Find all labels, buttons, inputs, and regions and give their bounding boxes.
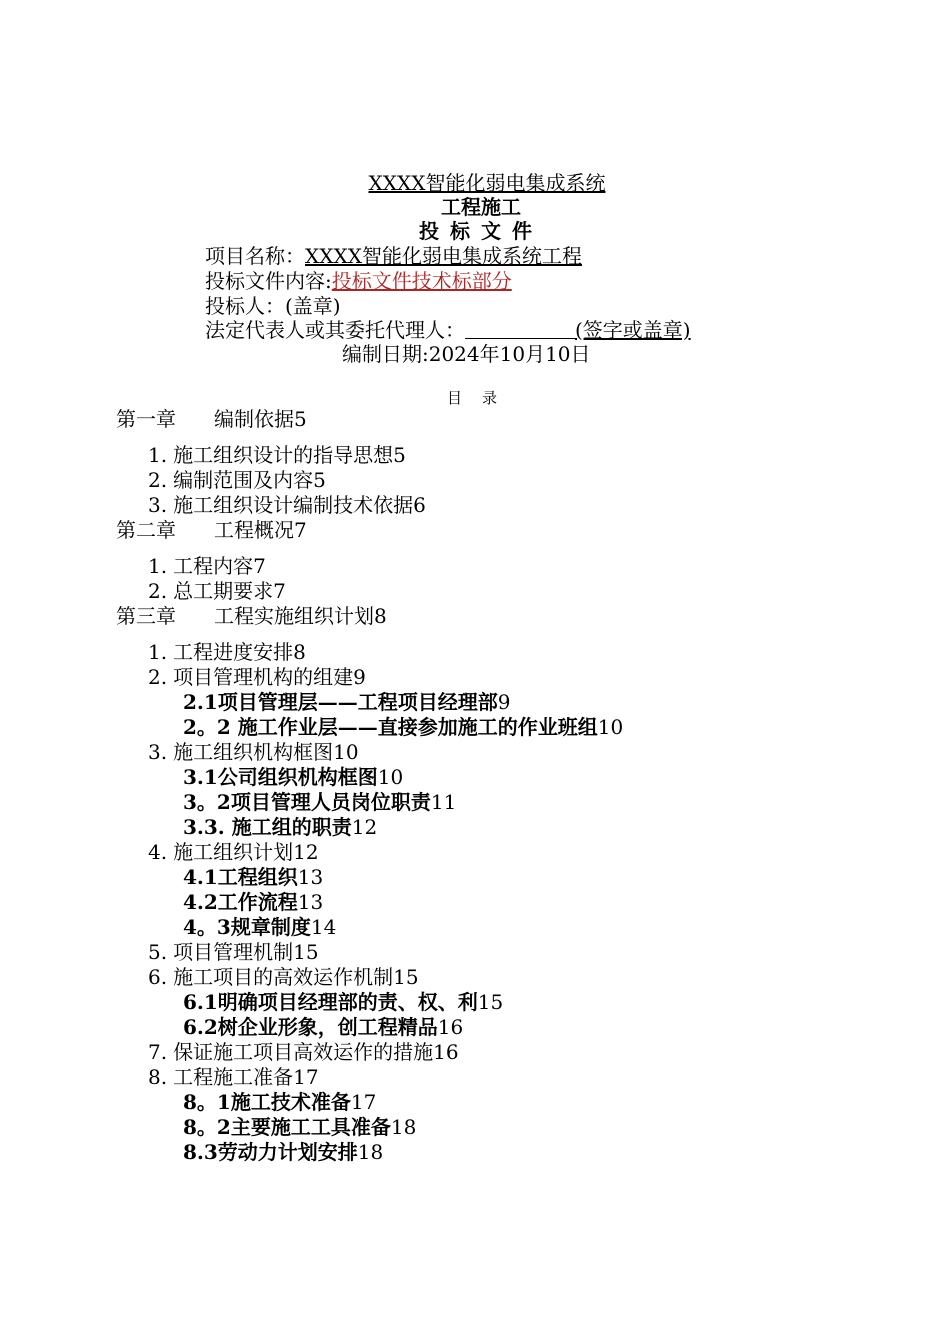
- toc-entry-page: 13: [297, 865, 324, 889]
- toc-entry-page: 10: [597, 715, 624, 739]
- toc-entry-text: 工程施工准备: [173, 1065, 294, 1089]
- toc-entry[interactable]: [183, 714, 623, 740]
- toc-entry-text: 8。2主要施工工具准备: [183, 1115, 391, 1139]
- toc-entry-text: 施工组织设计的指导思想: [173, 443, 394, 467]
- toc-entry-text: 施工组织设计编制技术依据: [173, 493, 414, 517]
- toc-entry-text: 工程内容: [173, 554, 254, 578]
- toc-entry[interactable]: [148, 639, 306, 665]
- toc-entry[interactable]: [148, 839, 319, 865]
- toc-entry-page: 10: [333, 740, 359, 764]
- toc-entry-page: 7: [273, 579, 286, 603]
- toc-entry-text: 编制依据: [214, 407, 294, 431]
- toc-entry-text: 工程实施组织计划: [214, 604, 374, 628]
- toc-entry-page: 5: [393, 443, 406, 467]
- toc-entry[interactable]: [183, 814, 377, 840]
- toc-entry[interactable]: [148, 578, 286, 604]
- toc-entry-page: 8: [293, 640, 306, 664]
- toc-entry[interactable]: [148, 492, 426, 518]
- toc-entry-text: 工程概况: [214, 518, 294, 542]
- toc-entry-number: 第二章: [116, 518, 176, 542]
- toc-entry-text: 工程进度安排: [173, 640, 294, 664]
- toc-entry[interactable]: [148, 939, 319, 965]
- bidder-line: 投标人：(盖章): [205, 294, 341, 318]
- signature-blank: [465, 320, 575, 339]
- toc-entry-page: 16: [433, 1040, 459, 1064]
- toc-entry-number: 3.: [148, 740, 168, 764]
- toc-entry[interactable]: [183, 989, 503, 1015]
- toc-entry-number: 8.: [148, 1065, 168, 1089]
- compile-date: 编制日期:2024年10月10日: [342, 342, 591, 366]
- toc-entry-number: 2.: [148, 579, 168, 603]
- toc-entry-page: 7: [294, 518, 307, 542]
- toc-entry-page: 18: [390, 1115, 417, 1139]
- toc-entry-text: 项目管理机制: [173, 940, 294, 964]
- project-name-line: [205, 243, 582, 269]
- toc-entry-text: 4.1工程组织: [183, 865, 298, 889]
- toc-entry[interactable]: [183, 1139, 383, 1165]
- toc-entry-page: 18: [357, 1140, 384, 1164]
- toc-entry[interactable]: [148, 964, 419, 990]
- toc-entry-text: 施工项目的高效运作机制: [173, 965, 394, 989]
- toc-entry-number: 4.: [148, 840, 168, 864]
- toc-entry[interactable]: [183, 1114, 416, 1140]
- cover-title-line2: 工程施工: [441, 195, 521, 219]
- toc-entry[interactable]: [183, 764, 403, 790]
- toc-entry[interactable]: [183, 1089, 376, 1115]
- toc-entry[interactable]: [148, 1039, 459, 1065]
- toc-entry-page: 8: [374, 604, 387, 628]
- toc-entry-text: 6.1明确项目经理部的责、权、利: [183, 990, 478, 1014]
- project-name-value: XXXX智能化弱电集成系统工程: [305, 244, 582, 268]
- toc-entry-page: 16: [437, 1015, 464, 1039]
- toc-entry-page: 7: [253, 554, 266, 578]
- toc-entry-number: 6.: [148, 965, 168, 989]
- toc-entry-text: 编制范围及内容: [173, 468, 314, 492]
- toc-entry[interactable]: [183, 889, 323, 915]
- toc-entry-number: 2.: [148, 665, 168, 689]
- toc-entry-number: 1.: [148, 554, 168, 578]
- toc-entry[interactable]: [148, 739, 359, 765]
- toc-entry-page: 12: [293, 840, 319, 864]
- toc-entry-page: 14: [310, 915, 337, 939]
- toc-entry-text: 4。3规章制度: [183, 915, 311, 939]
- toc-entry-page: 10: [377, 765, 404, 789]
- toc-entry-text: 施工组织机构框图: [173, 740, 334, 764]
- toc-title: 目录: [446, 389, 517, 407]
- toc-entry-page: 13: [297, 890, 324, 914]
- toc-entry[interactable]: [183, 1014, 463, 1040]
- toc-entry-text: 3。2项目管理人员岗位职责: [183, 790, 431, 814]
- toc-entry-page: 11: [430, 790, 457, 814]
- toc-entry-number: 2.: [148, 468, 168, 492]
- toc-entry-number: 第一章: [116, 407, 176, 431]
- toc-entry-number: 5.: [148, 940, 168, 964]
- toc-entry-number: 1.: [148, 640, 168, 664]
- toc-entry-text: 保证施工项目高效运作的措施: [173, 1040, 434, 1064]
- toc-entry-page: 12: [351, 815, 378, 839]
- toc-entry[interactable]: [148, 442, 406, 468]
- toc-entry[interactable]: [183, 864, 323, 890]
- toc-entry-page: 15: [293, 940, 319, 964]
- bid-content-line: [205, 268, 512, 294]
- toc-entry-text: 4.2工作流程: [183, 890, 298, 914]
- toc-entry[interactable]: [116, 517, 307, 543]
- toc-entry-text: 6.2树企业形象，创工程精品: [183, 1015, 438, 1039]
- toc-entry-text: 2.1项目管理层——工程项目经理部: [183, 690, 498, 714]
- cover-title-line1: XXXX智能化弱电集成系统: [368, 171, 606, 195]
- toc-entry-page: 6: [413, 493, 426, 517]
- toc-entry-number: 1.: [148, 443, 168, 467]
- toc-entry-number: 7.: [148, 1040, 168, 1064]
- representative-label: 法定代表人或其委托代理人：: [205, 318, 465, 342]
- toc-entry[interactable]: [148, 664, 366, 690]
- toc-entry-text: 3.3. 施工组的职责: [183, 815, 352, 839]
- representative-line: [205, 317, 691, 343]
- toc-entry-text: 3.1公司组织机构框图: [183, 765, 378, 789]
- toc-entry-text: 2。2 施工作业层——直接参加施工的作业班组: [183, 715, 598, 739]
- bid-content-label: 投标文件内容:: [205, 269, 332, 293]
- toc-entry[interactable]: [183, 789, 456, 815]
- cover-title-line3: 投标文件: [419, 219, 543, 243]
- toc-entry[interactable]: [116, 603, 387, 629]
- toc-entry[interactable]: [183, 914, 336, 940]
- toc-entry-page: 9: [497, 690, 511, 714]
- toc-entry-number: 3.: [148, 493, 168, 517]
- toc-entry-number: 第三章: [116, 604, 176, 628]
- bid-content-value: 投标文件技术标部分: [331, 269, 512, 293]
- toc-entry-text: 8。1施工技术准备: [183, 1090, 351, 1114]
- toc-entry-text: 总工期要求: [173, 579, 274, 603]
- project-name-label: 项目名称：: [205, 244, 305, 268]
- toc-entry-page: 5: [294, 407, 307, 431]
- toc-entry-page: 15: [393, 965, 419, 989]
- toc-entry-text: 施工组织计划: [173, 840, 294, 864]
- toc-entry-page: 15: [477, 990, 504, 1014]
- toc-entry-page: 17: [293, 1065, 319, 1089]
- toc-entry-page: 9: [353, 665, 366, 689]
- toc-entry-text: 项目管理机构的组建: [173, 665, 354, 689]
- toc-entry[interactable]: [116, 406, 307, 432]
- toc-entry[interactable]: [148, 553, 266, 579]
- toc-entry-text: 8.3劳动力计划安排: [183, 1140, 358, 1164]
- representative-suffix: (签字或盖章): [575, 318, 691, 342]
- toc-entry[interactable]: [148, 1064, 319, 1090]
- toc-entry[interactable]: [183, 689, 511, 715]
- toc-entry[interactable]: [148, 467, 326, 493]
- toc-entry-page: 17: [350, 1090, 377, 1114]
- toc-entry-page: 5: [313, 468, 326, 492]
